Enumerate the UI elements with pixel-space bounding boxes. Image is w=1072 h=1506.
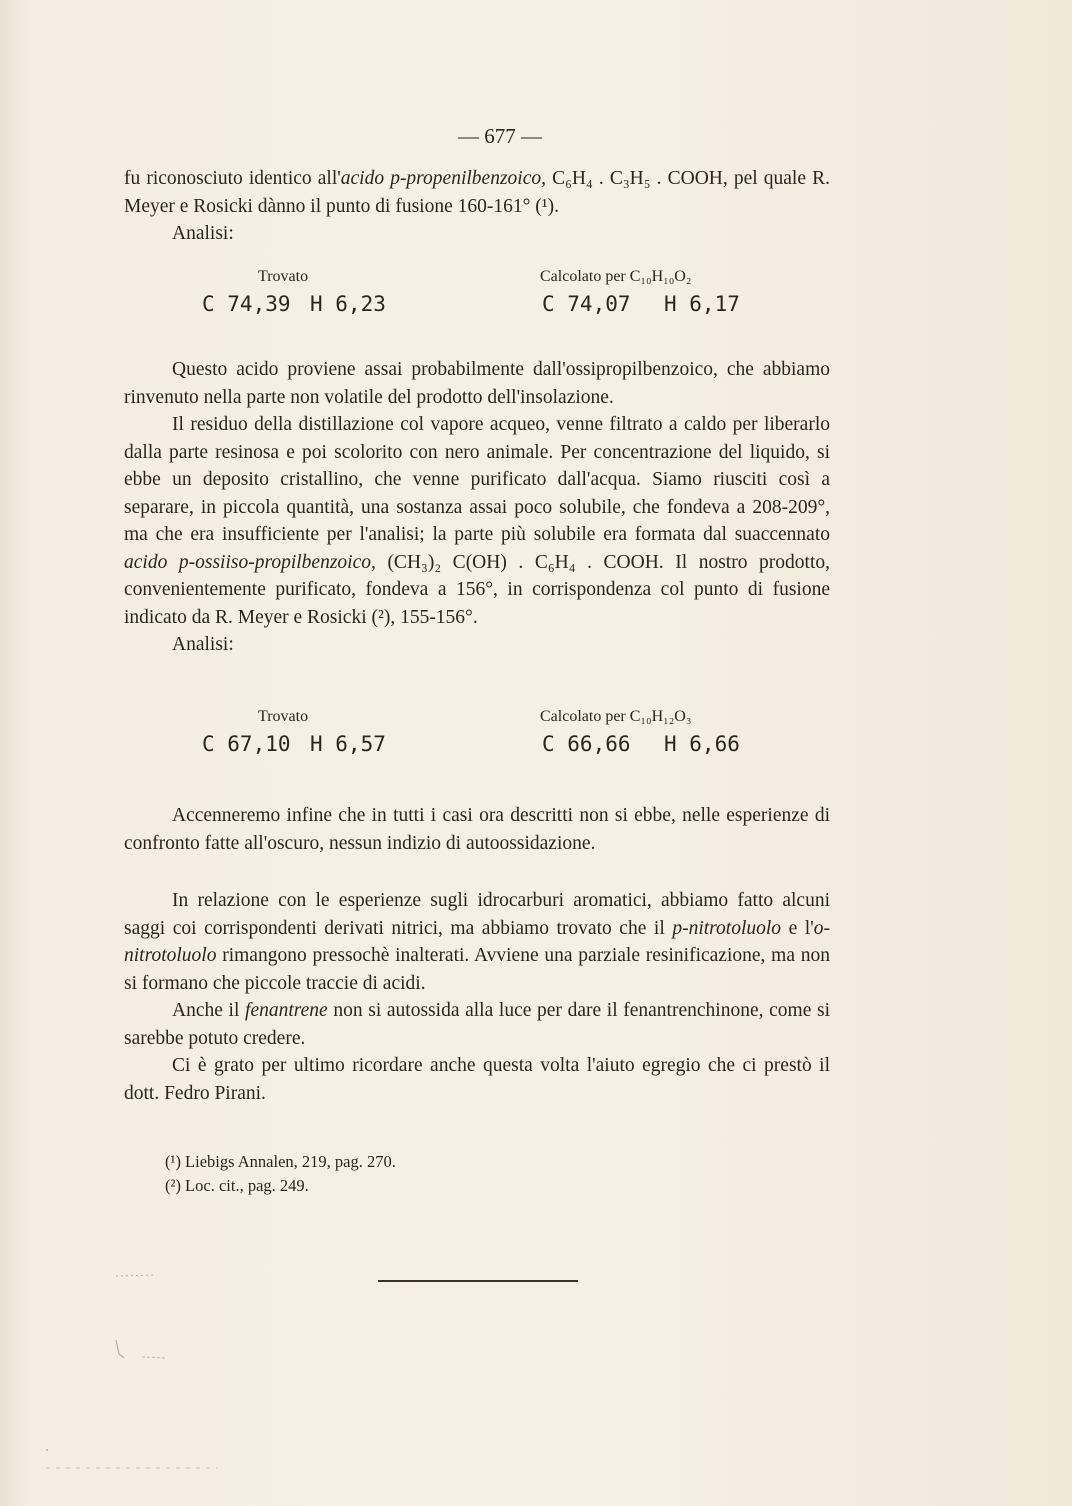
p3-text-c: (CH₃)₂ C(OH) . C₆H₄ . COOH. Il nostro prodotto, convenientemente purificato, fondeva a 156°, in corrispondenza col punto di fusione indicato da R. Meyer e Rosicki (²), 155-156°. — [124, 551, 830, 628]
calc-c-value: C 66,66 — [542, 732, 631, 756]
p3-text-a: Il residuo della distillazione col vapore acqueo, venne filtrato a caldo per liberarlo dalla parte resinosa e poi scolorito con nero animale. Per concentrazione del liquido, si ebbe un deposito cristallino, che venne purificato dall'acqua. Siamo riusciti così a separare, in piccola quantità, una sostanza assai poco solubile, che fondeva a 208-209°, ma che era insufficiente per l'analisi; la parte più solubile era formata dal suaccennato — [124, 414, 830, 545]
p6-text-a: Anche il — [172, 1000, 246, 1021]
paragraph-6 — [124, 997, 830, 1052]
p5-italic-term-1: p-nitrotoluolo — [672, 917, 782, 939]
paper-specks — [38, 1270, 218, 1490]
found-h-value: H 6,57 — [310, 732, 386, 756]
paragraph-5 — [124, 887, 830, 997]
found-h-value: H 6,23 — [310, 292, 386, 316]
speck-marks — [38, 1270, 218, 1490]
text-block-3 — [124, 802, 830, 857]
p5-text-c: e l' — [781, 917, 814, 939]
footnote-2: (²) Loc. cit., pag. 249. — [165, 1176, 309, 1195]
found-c-value: C 74,39 — [202, 292, 291, 316]
paragraph-2: Questo acido proviene assai probabilmente dall'ossipropilbenzoico, che abbiamo rinvenuto nella parte non volatile del prodotto dell'insolazione. — [124, 359, 830, 408]
found-c-value: C 67,10 — [202, 732, 291, 756]
analisi-heading-1: Analisi: — [172, 223, 234, 244]
p1-text-a: fu riconosciuto identico all' — [124, 168, 341, 189]
calc-c-value: C 74,07 — [542, 292, 631, 316]
paragraph-7: Ci è grato per ultimo ricordare anche questa volta l'aiuto egregio che ci prestò il dott. Fedro Pirani. — [124, 1055, 830, 1104]
calc-label: Calcolato per C₁₀H₁₂O₃ — [540, 708, 692, 725]
p5-text-e: rimangono pressochè inalterati. Avviene una parziale resinificazione, ma non si formano che piccole traccie di acidi. — [124, 945, 830, 994]
p5-italic-term-2: o-nitrotoluolo — [124, 917, 830, 966]
footnote-1: (¹) Liebigs Annalen, 219, pag. 270. — [165, 1152, 396, 1171]
p5-text-a: In relazione con le esperienze sugli idrocarburi aromatici, abbiamo fatto alcuni saggi coi corrispondenti derivati nitrici, ma abbiamo trovato che il — [124, 890, 830, 939]
p6-text-c: non si autossida alla luce per dare il fenantrenchinone, come si sarebbe potuto credere. — [124, 1000, 831, 1049]
found-label: Trovato — [258, 708, 309, 725]
text-block-1 — [124, 165, 830, 248]
paragraph-3 — [124, 411, 830, 631]
found-label: Trovato — [258, 268, 309, 285]
paragraph-4: Accenneremo infine che in tutti i casi ora descritti non si ebbe, nelle esperienze di confronto fatte all'oscuro, nessun indizio di autoossidazione. — [124, 805, 830, 854]
text-block-4 — [124, 887, 830, 1107]
text-block-2 — [124, 356, 830, 659]
calc-h-value: H 6,66 — [664, 732, 740, 756]
p1-italic-term: acido p-propenilbenzoico, — [340, 168, 546, 189]
calc-label: Calcolato per C₁₀H₁₀O₂ — [540, 268, 692, 285]
calc-h-value: H 6,17 — [664, 292, 740, 316]
footnotes — [165, 1150, 396, 1198]
p3-italic-term: acido p-ossiiso-propilbenzoico, — [124, 551, 376, 573]
paragraph-1 — [124, 165, 830, 220]
end-rule — [378, 1280, 578, 1282]
p6-italic-term: fenantrene — [245, 1000, 328, 1021]
page-number: — 677 — — [458, 124, 542, 148]
analisi-heading-2: Analisi: — [172, 634, 234, 655]
p1-text-c: C₆H₄ . C₃H₅ . COOH, pel quale R. Meyer e Rosicki dànno il punto di fusione 160-161° (¹). — [124, 168, 830, 217]
